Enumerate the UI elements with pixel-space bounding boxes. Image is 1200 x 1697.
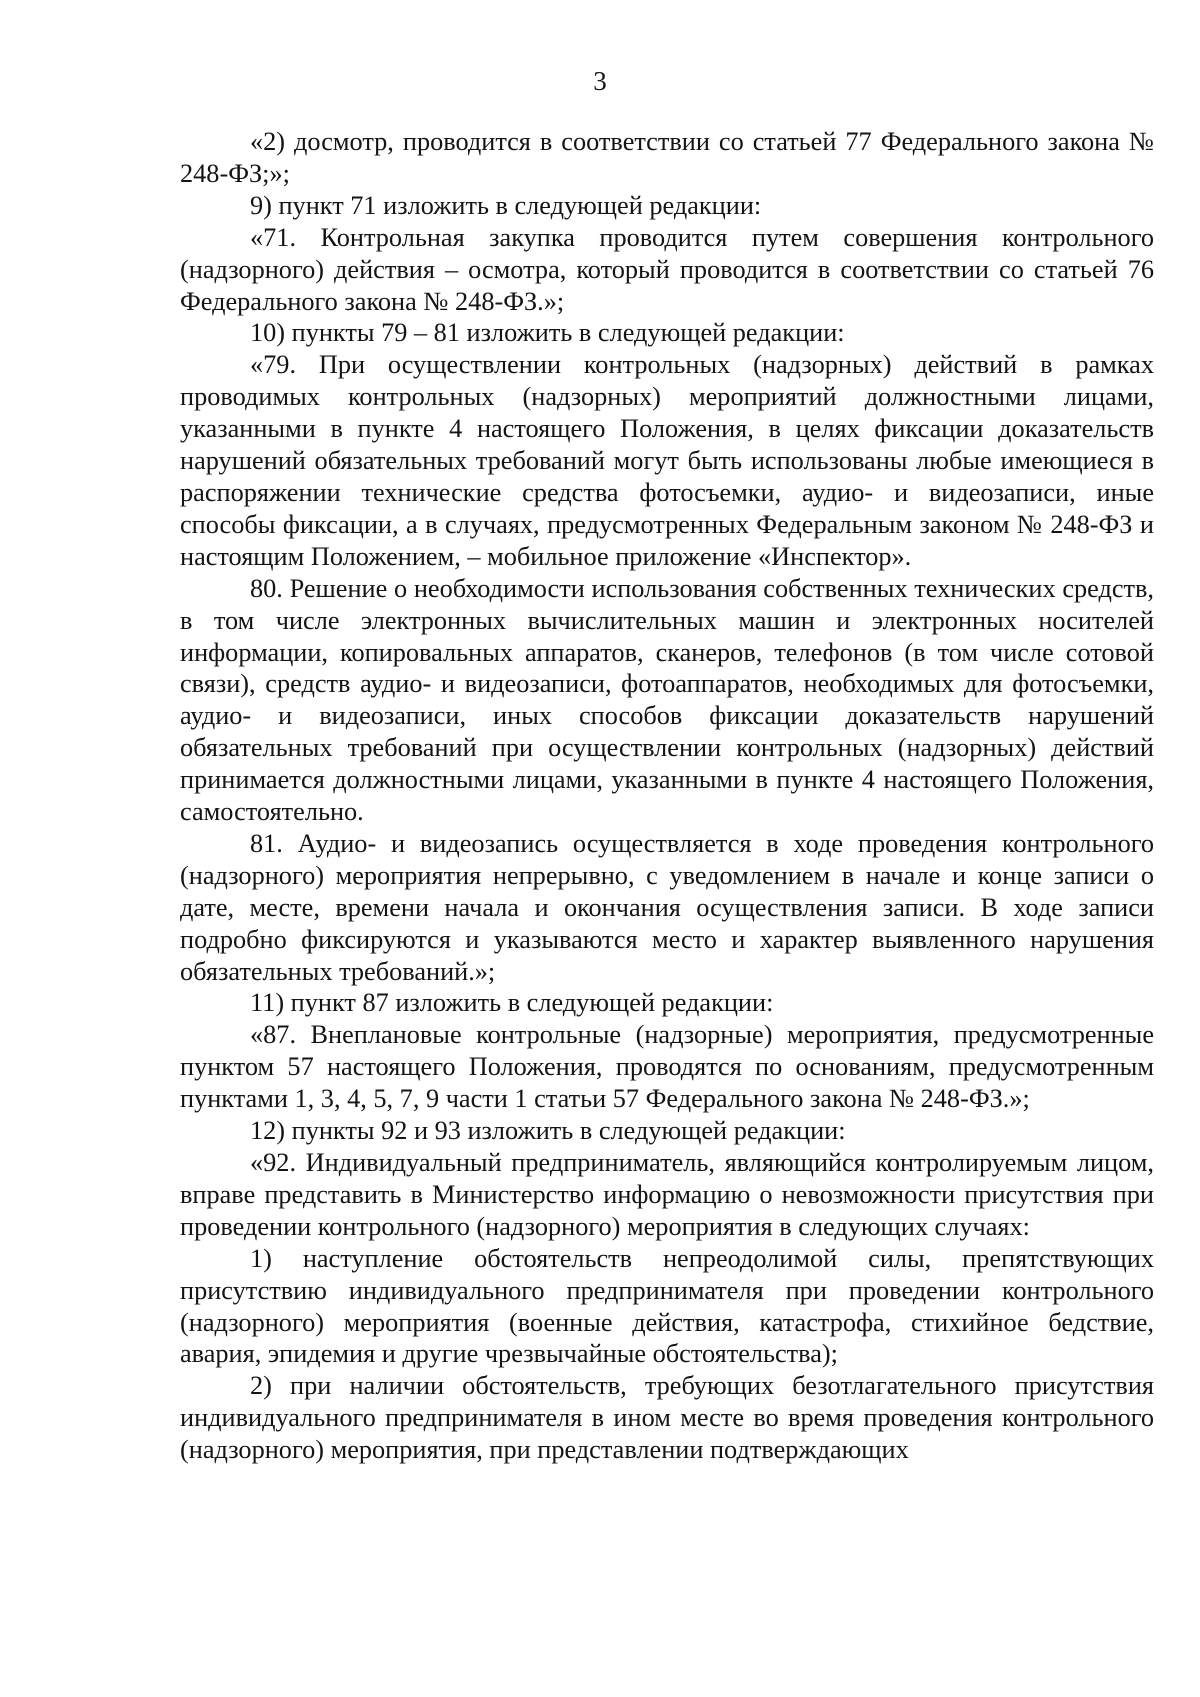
paragraph-case-1: 1) наступление обстоятельств непреодолимой силы, препятствующих присутствию индивидуального предпринимателя при проведении контрольного (надзорного) мероприятия (военные действия, катастрофа, стихийное бедствие, авария, эпидемия и другие чрезвычайные обстоятельства); xyxy=(180,1243,1154,1369)
paragraph-item-81: 81. Аудио- и видеозапись осуществляется в ходе проведения контрольного (надзорного) мероприятия непрерывно, с уведомлением в начале и конце записи о дате, месте, времени начала и окончания осуществления записи. В ходе записи подробно фиксируются и указываются место и характер выявленного нарушения обязательных требований.»; xyxy=(180,828,1154,986)
paragraph-amendment-11: 11) пункт 87 изложить в следующей редакции: xyxy=(250,988,774,1018)
paragraph-amendment-12: 12) пункты 92 и 93 изложить в следующей редакции: xyxy=(250,1116,846,1146)
paragraph-inspection-item-2: «2) досмотр, проводится в соответствии со статьей 77 Федерального закона № 248-ФЗ;»; xyxy=(180,127,1154,188)
paragraph-item-87: «87. Внеплановые контрольные (надзорные) мероприятия, предусмотренные пунктом 57 настоящего Положения, проводятся по основаниям, предусмотренным пунктами 1, 3, 4, 5, 7, 9 части 1 статьи 57 Федерального закона № 248-ФЗ.»; xyxy=(180,1020,1154,1114)
paragraph-case-2: 2) при наличии обстоятельств, требующих безотлагательного присутствия индивидуального предпринимателя в ином месте во время проведения контрольного (надзорного) мероприятия, при представлении подтверждающих xyxy=(180,1371,1154,1465)
paragraph-item-92: «92. Индивидуальный предприниматель, являющийся контролируемым лицом, вправе представить в Министерство информацию о невозможности присутствия при проведении контрольного (надзорного) мероприятия в следующих случаях: xyxy=(180,1148,1154,1241)
paragraph-item-79: «79. При осуществлении контрольных (надзорных) действий в рамках проводимых контрольных (надзорных) мероприятий должностными лицами, указанными в пункте 4 настоящего Положения, в целях фиксации доказательств нарушений обязательных требований могут быть использованы любые имеющиеся в распоряжении технические средства фотосъемки, аудио- и видеозаписи, иные способы фиксации, а в случаях, предусмотренных Федеральным законом № 248-ФЗ и настоящим Положением, – мобильное приложение «Инспектор». xyxy=(180,350,1154,571)
paragraph-item-80: 80. Решение о необходимости использования собственных технических средств, в том числе электронных вычислительных машин и электронных носителей информации, копировальных аппаратов, сканеров, телефонов (в том числе сотовой связи), средств аудио- и видеозаписи, фотоаппаратов, необходимых для фотосъемки, аудио- и видеозаписи, иных способов фиксации доказательств нарушений обязательных требований при осуществлении контрольных (надзорных) действий принимается должностными лицами, указанными в пункте 4 настоящего Положения, самостоятельно. xyxy=(180,573,1154,827)
paragraph-amendment-9: 9) пункт 71 изложить в следующей редакции: xyxy=(250,190,762,220)
paragraph-item-71: «71. Контрольная закупка проводится путем совершения контрольного (надзорного) действия – осмотра, который проводится в соответствии со статьей 76 Федерального закона № 248-ФЗ.»; xyxy=(180,222,1154,316)
paragraph-amendment-10: 10) пункты 79 – 81 изложить в следующей редакции: xyxy=(250,318,845,348)
document-body xyxy=(180,126,1154,1466)
page-number: 3 xyxy=(593,66,607,96)
